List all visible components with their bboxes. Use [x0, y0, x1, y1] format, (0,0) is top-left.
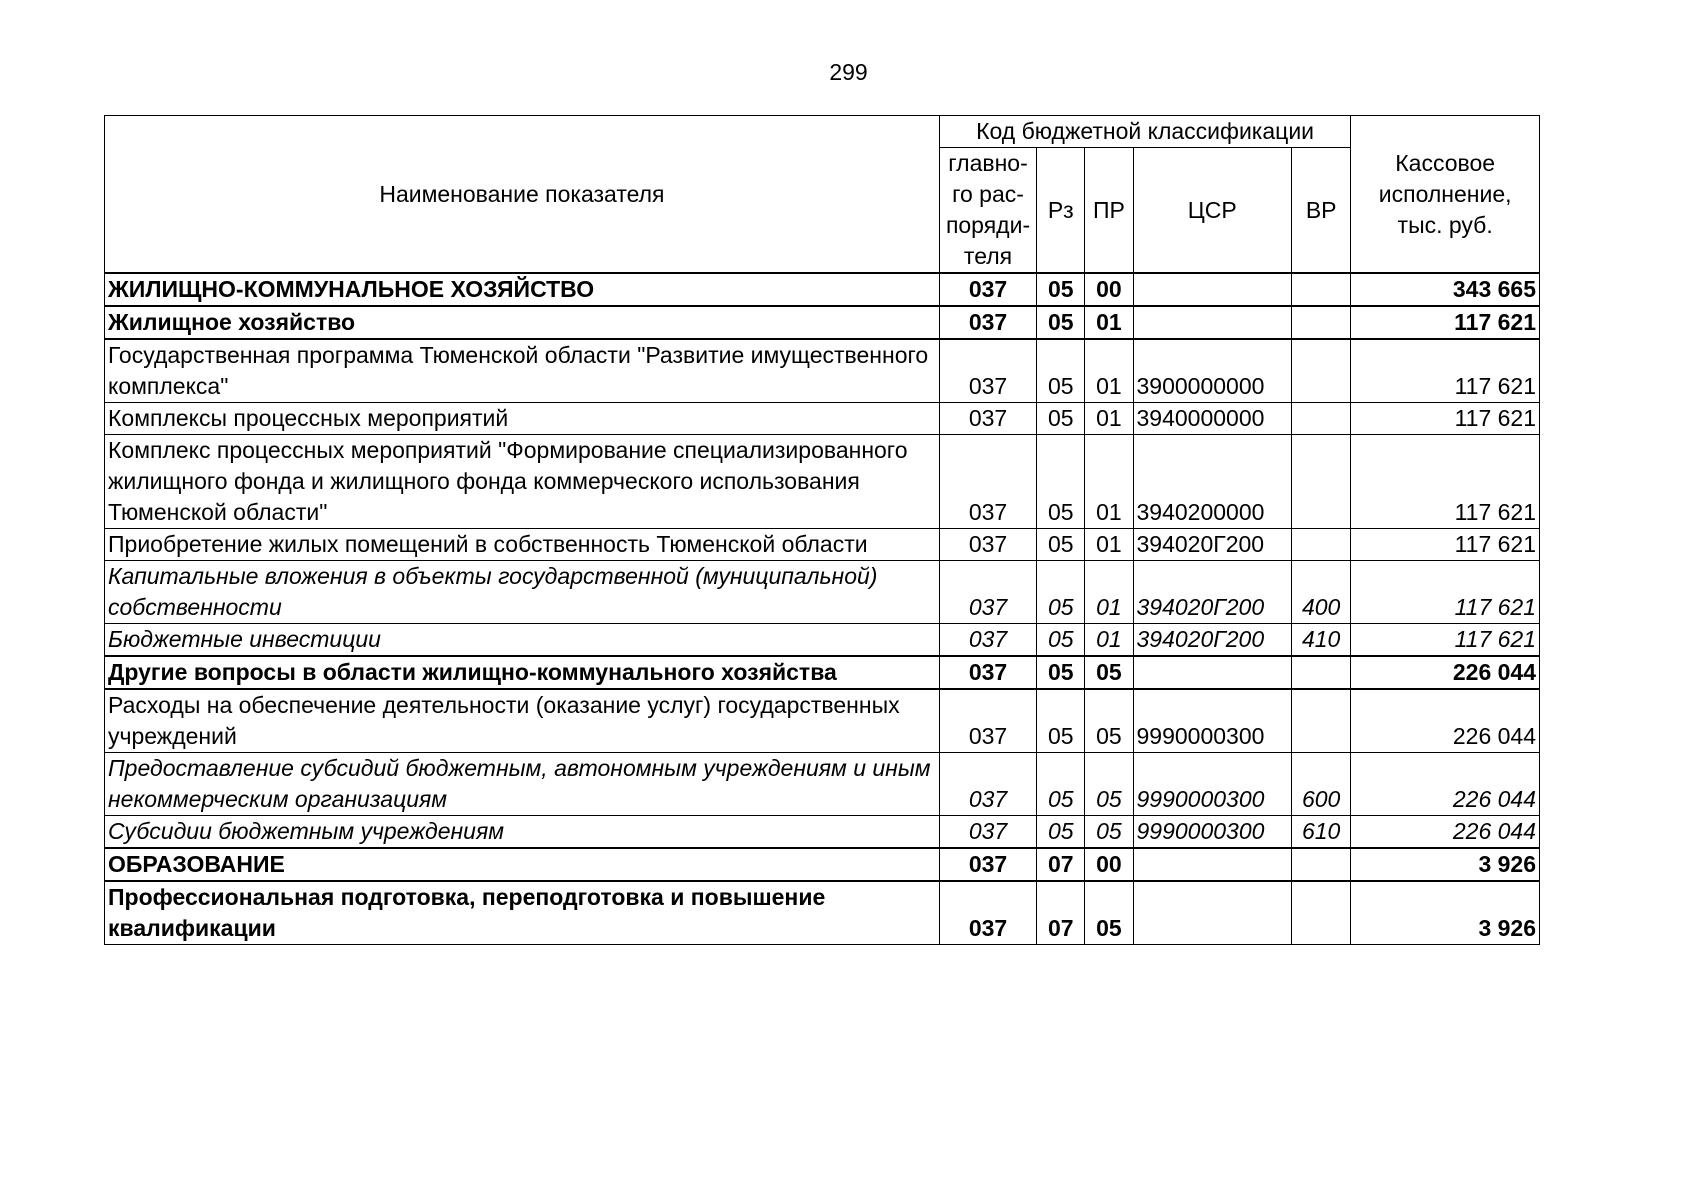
row-rz-code: 05 [1037, 753, 1085, 816]
row-csr-code: 3900000000 [1133, 339, 1292, 403]
header-pr-col: ПР [1085, 148, 1133, 274]
row-csr-code: 3940000000 [1133, 403, 1292, 435]
row-amount: 226 044 [1351, 689, 1540, 753]
row-vr-code [1292, 435, 1351, 529]
row-rz-code: 05 [1037, 529, 1085, 561]
header-rz-col: Рз [1037, 148, 1085, 274]
table-row [105, 816, 1540, 849]
table-row [105, 529, 1540, 561]
table-row [105, 403, 1540, 435]
row-amount: 117 621 [1351, 306, 1540, 339]
row-name: Профессиональная подготовка, переподготовка и повышение квалификации [105, 881, 940, 945]
row-name: Предоставление субсидий бюджетным, автономным учреждениям и иным некоммерческим организациям [105, 753, 940, 816]
row-amount: 226 044 [1351, 656, 1540, 689]
row-admin-code: 037 [939, 529, 1036, 561]
row-pr-code: 01 [1085, 435, 1133, 529]
row-name: ОБРАЗОВАНИЕ [105, 848, 940, 881]
row-rz-code: 05 [1037, 339, 1085, 403]
row-name: Бюджетные инвестиции [105, 624, 940, 657]
row-csr-code: 394020Г200 [1133, 561, 1292, 624]
table-row [105, 306, 1540, 339]
row-vr-code: 410 [1292, 624, 1351, 657]
row-csr-code [1133, 273, 1292, 306]
row-name: Расходы на обеспечение деятельности (оказание услуг) государственных учреждений [105, 689, 940, 753]
row-amount: 117 621 [1351, 403, 1540, 435]
table-row [105, 689, 1540, 753]
table-row [105, 339, 1540, 403]
row-admin-code: 037 [939, 624, 1036, 657]
row-amount: 226 044 [1351, 753, 1540, 816]
row-vr-code [1292, 403, 1351, 435]
row-vr-code [1292, 656, 1351, 689]
row-vr-code [1292, 306, 1351, 339]
header-vr-col: ВР [1292, 148, 1351, 274]
row-admin-code: 037 [939, 753, 1036, 816]
row-name: Капитальные вложения в объекты государственной (муниципальной) собственности [105, 561, 940, 624]
row-pr-code: 05 [1085, 816, 1133, 849]
row-vr-code [1292, 339, 1351, 403]
row-name: ЖИЛИЩНО-КОММУНАЛЬНОЕ ХОЗЯЙСТВО [105, 273, 940, 306]
table-row [105, 273, 1540, 306]
row-admin-code: 037 [939, 881, 1036, 945]
row-csr-code [1133, 306, 1292, 339]
row-csr-code: 9990000300 [1133, 816, 1292, 849]
row-amount: 117 621 [1351, 561, 1540, 624]
header-amount-line: Кассовое [1395, 149, 1496, 176]
header-csr-col: ЦСР [1133, 148, 1292, 274]
row-rz-code: 05 [1037, 624, 1085, 657]
row-csr-code: 9990000300 [1133, 753, 1292, 816]
row-rz-code: 05 [1037, 689, 1085, 753]
row-vr-code [1292, 881, 1351, 945]
row-vr-code: 400 [1292, 561, 1351, 624]
header-name-col: Наименование показателя [105, 116, 940, 274]
row-pr-code: 01 [1085, 403, 1133, 435]
row-admin-code: 037 [939, 848, 1036, 881]
table-row [105, 656, 1540, 689]
header-admin-line: теля [963, 243, 1013, 269]
row-csr-code: 394020Г200 [1133, 624, 1292, 657]
table-row [105, 753, 1540, 816]
row-amount: 117 621 [1351, 435, 1540, 529]
row-rz-code: 05 [1037, 435, 1085, 529]
row-name: Приобретение жилых помещений в собственность Тюменской области [105, 529, 940, 561]
table-row [105, 561, 1540, 624]
row-csr-code: 9990000300 [1133, 689, 1292, 753]
row-amount: 117 621 [1351, 339, 1540, 403]
row-rz-code: 07 [1037, 881, 1085, 945]
row-amount: 226 044 [1351, 816, 1540, 849]
table-row [105, 624, 1540, 657]
row-vr-code [1292, 848, 1351, 881]
row-pr-code: 00 [1085, 848, 1133, 881]
row-admin-code: 037 [939, 689, 1036, 753]
row-rz-code: 05 [1037, 306, 1085, 339]
table-row [105, 881, 1540, 945]
row-admin-code: 037 [939, 656, 1036, 689]
row-pr-code: 01 [1085, 624, 1133, 657]
row-admin-code: 037 [939, 306, 1036, 339]
row-vr-code [1292, 689, 1351, 753]
row-rz-code: 05 [1037, 561, 1085, 624]
row-vr-code: 610 [1292, 816, 1351, 849]
budget-classification-table [104, 115, 1540, 945]
row-rz-code: 05 [1037, 403, 1085, 435]
row-amount: 3 926 [1351, 848, 1540, 881]
page-number: 299 [829, 59, 868, 85]
row-vr-code: 600 [1292, 753, 1351, 816]
header-code-group: Код бюджетной классификации [939, 116, 1350, 148]
header-amount-line: исполнение, [1378, 180, 1512, 207]
row-rz-code: 05 [1037, 656, 1085, 689]
row-pr-code: 01 [1085, 339, 1133, 403]
row-admin-code: 037 [939, 816, 1036, 849]
row-admin-code: 037 [939, 435, 1036, 529]
row-csr-code [1133, 656, 1292, 689]
row-vr-code [1292, 273, 1351, 306]
row-csr-code [1133, 881, 1292, 945]
table-row [105, 435, 1540, 529]
row-name: Другие вопросы в области жилищно-коммунального хозяйства [105, 656, 940, 689]
header-amount-col [1351, 116, 1540, 274]
row-name: Субсидии бюджетным учреждениям [105, 816, 940, 849]
header-admin-col [939, 148, 1036, 274]
header-admin-line: поряди- [945, 212, 1031, 238]
row-admin-code: 037 [939, 403, 1036, 435]
header-admin-line: главно- [948, 150, 1028, 176]
row-pr-code: 00 [1085, 273, 1133, 306]
header-row-group [105, 116, 1540, 148]
row-admin-code: 037 [939, 273, 1036, 306]
row-pr-code: 01 [1085, 529, 1133, 561]
row-name: Государственная программа Тюменской области "Развитие имущественного комплекса" [105, 339, 940, 403]
row-pr-code: 05 [1085, 689, 1133, 753]
row-admin-code: 037 [939, 561, 1036, 624]
row-amount: 343 665 [1351, 273, 1540, 306]
row-pr-code: 05 [1085, 881, 1133, 945]
row-name: Комплексы процессных мероприятий [105, 403, 940, 435]
row-pr-code: 01 [1085, 561, 1133, 624]
row-amount: 3 926 [1351, 881, 1540, 945]
row-admin-code: 037 [939, 339, 1036, 403]
row-rz-code: 05 [1037, 816, 1085, 849]
row-rz-code: 05 [1037, 273, 1085, 306]
header-amount-line: тыс. руб. [1397, 211, 1493, 238]
table-row [105, 848, 1540, 881]
row-name: Жилищное хозяйство [105, 306, 940, 339]
header-admin-line: го рас- [952, 181, 1024, 207]
row-amount: 117 621 [1351, 529, 1540, 561]
row-csr-code: 3940200000 [1133, 435, 1292, 529]
row-pr-code: 05 [1085, 753, 1133, 816]
row-pr-code: 01 [1085, 306, 1133, 339]
row-pr-code: 05 [1085, 656, 1133, 689]
row-name: Комплекс процессных мероприятий "Формирование специализированного жилищного фонда и жилищного фонда коммерческого использования Тюменской области" [105, 435, 940, 529]
row-rz-code: 07 [1037, 848, 1085, 881]
row-vr-code [1292, 529, 1351, 561]
row-csr-code [1133, 848, 1292, 881]
row-amount: 117 621 [1351, 624, 1540, 657]
row-csr-code: 394020Г200 [1133, 529, 1292, 561]
